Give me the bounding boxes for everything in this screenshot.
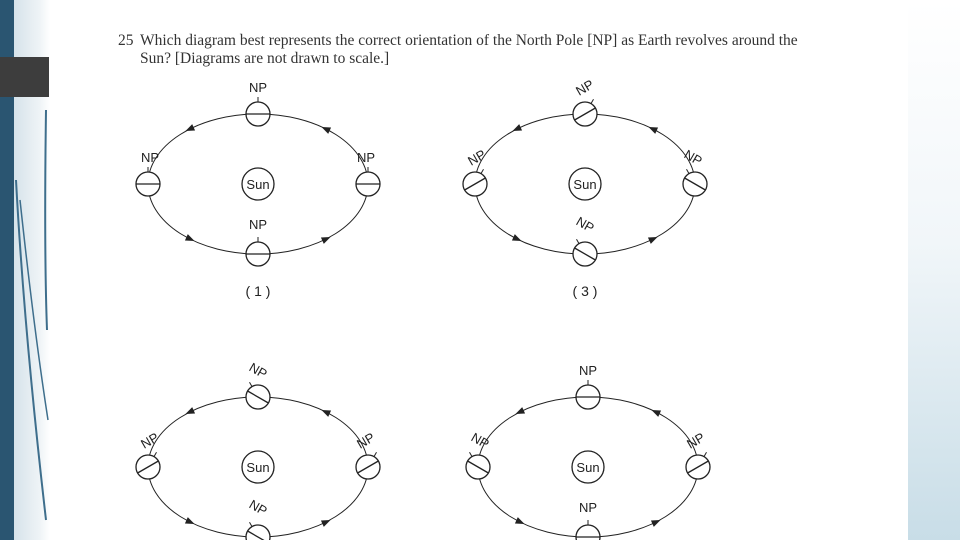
np-label: NP <box>684 429 708 452</box>
earth <box>466 430 492 479</box>
orbit-arrow <box>321 410 331 417</box>
np-label: NP <box>354 429 378 452</box>
orbit-arrow <box>512 124 522 131</box>
np-label: NP <box>465 146 489 169</box>
earth <box>354 430 380 479</box>
earth <box>136 150 160 196</box>
axis-tick <box>154 452 157 456</box>
question-number: 25 <box>118 32 134 49</box>
orbit-arrow <box>321 237 331 244</box>
earth <box>463 147 488 196</box>
np-label: NP <box>468 429 492 452</box>
orbit-arrow <box>321 127 331 134</box>
np-label: NP <box>246 359 270 382</box>
orbit-arrow <box>651 520 661 527</box>
earth <box>682 147 707 196</box>
orbit-arrow <box>515 407 525 414</box>
question-line-2: Sun? [Diagrams are not drawn to scale.] <box>140 50 390 67</box>
orbit-arrow <box>515 517 525 524</box>
earth <box>356 150 380 196</box>
diagram-caption: ( 1 ) <box>245 283 271 299</box>
earth <box>684 430 710 479</box>
np-label: NP <box>578 500 598 515</box>
np-label: NP <box>138 429 162 452</box>
orbit-arrow <box>648 237 658 244</box>
orbit-arrow <box>651 410 661 417</box>
np-label: NP <box>356 150 376 165</box>
np-label: NP <box>573 213 597 236</box>
orbit-diagram-1 <box>136 80 380 299</box>
question-line-1: Which diagram best represents the correct orientation of the North Pole [NP] as Earth revolves around the <box>140 32 798 49</box>
np-label: NP <box>248 217 268 232</box>
orbit-diagram-4 <box>466 363 710 540</box>
earth <box>573 214 597 266</box>
axis-tick <box>687 169 690 173</box>
sun-label: Sun <box>573 177 597 192</box>
axis-tick <box>470 452 473 456</box>
orbit-diagram-3 <box>136 360 380 540</box>
sun-label: Sun <box>246 460 270 475</box>
earth <box>576 363 600 409</box>
np-label: NP <box>248 80 268 95</box>
orbit-arrow <box>185 407 195 414</box>
np-label: NP <box>681 146 705 169</box>
axis-tick <box>250 522 253 526</box>
earth <box>246 497 270 540</box>
earth <box>576 500 600 540</box>
orbit-arrow <box>185 517 195 524</box>
orbit-arrow <box>321 520 331 527</box>
axis-tick <box>374 452 377 456</box>
orbit-diagram-2 <box>463 77 707 299</box>
orbit-arrow <box>648 127 658 134</box>
np-label: NP <box>140 150 160 165</box>
axis-tick <box>250 382 253 386</box>
np-label: NP <box>578 363 598 378</box>
earth-circle <box>576 525 600 540</box>
orbit-arrow <box>185 234 195 241</box>
axis-tick <box>591 99 594 103</box>
np-label: NP <box>246 496 270 519</box>
earth <box>246 80 270 126</box>
sun-label: Sun <box>576 460 600 475</box>
earth <box>573 77 597 126</box>
orbit-arrow <box>185 124 195 131</box>
np-label: NP <box>573 76 597 99</box>
axis-tick <box>704 452 707 456</box>
orbit-arrow <box>512 234 522 241</box>
earth <box>246 217 270 266</box>
earth <box>246 360 270 409</box>
axis-tick <box>481 169 484 173</box>
sun-label: Sun <box>246 177 270 192</box>
diagram-caption: ( 3 ) <box>572 283 598 299</box>
earth <box>136 430 161 479</box>
axis-tick <box>577 239 580 243</box>
